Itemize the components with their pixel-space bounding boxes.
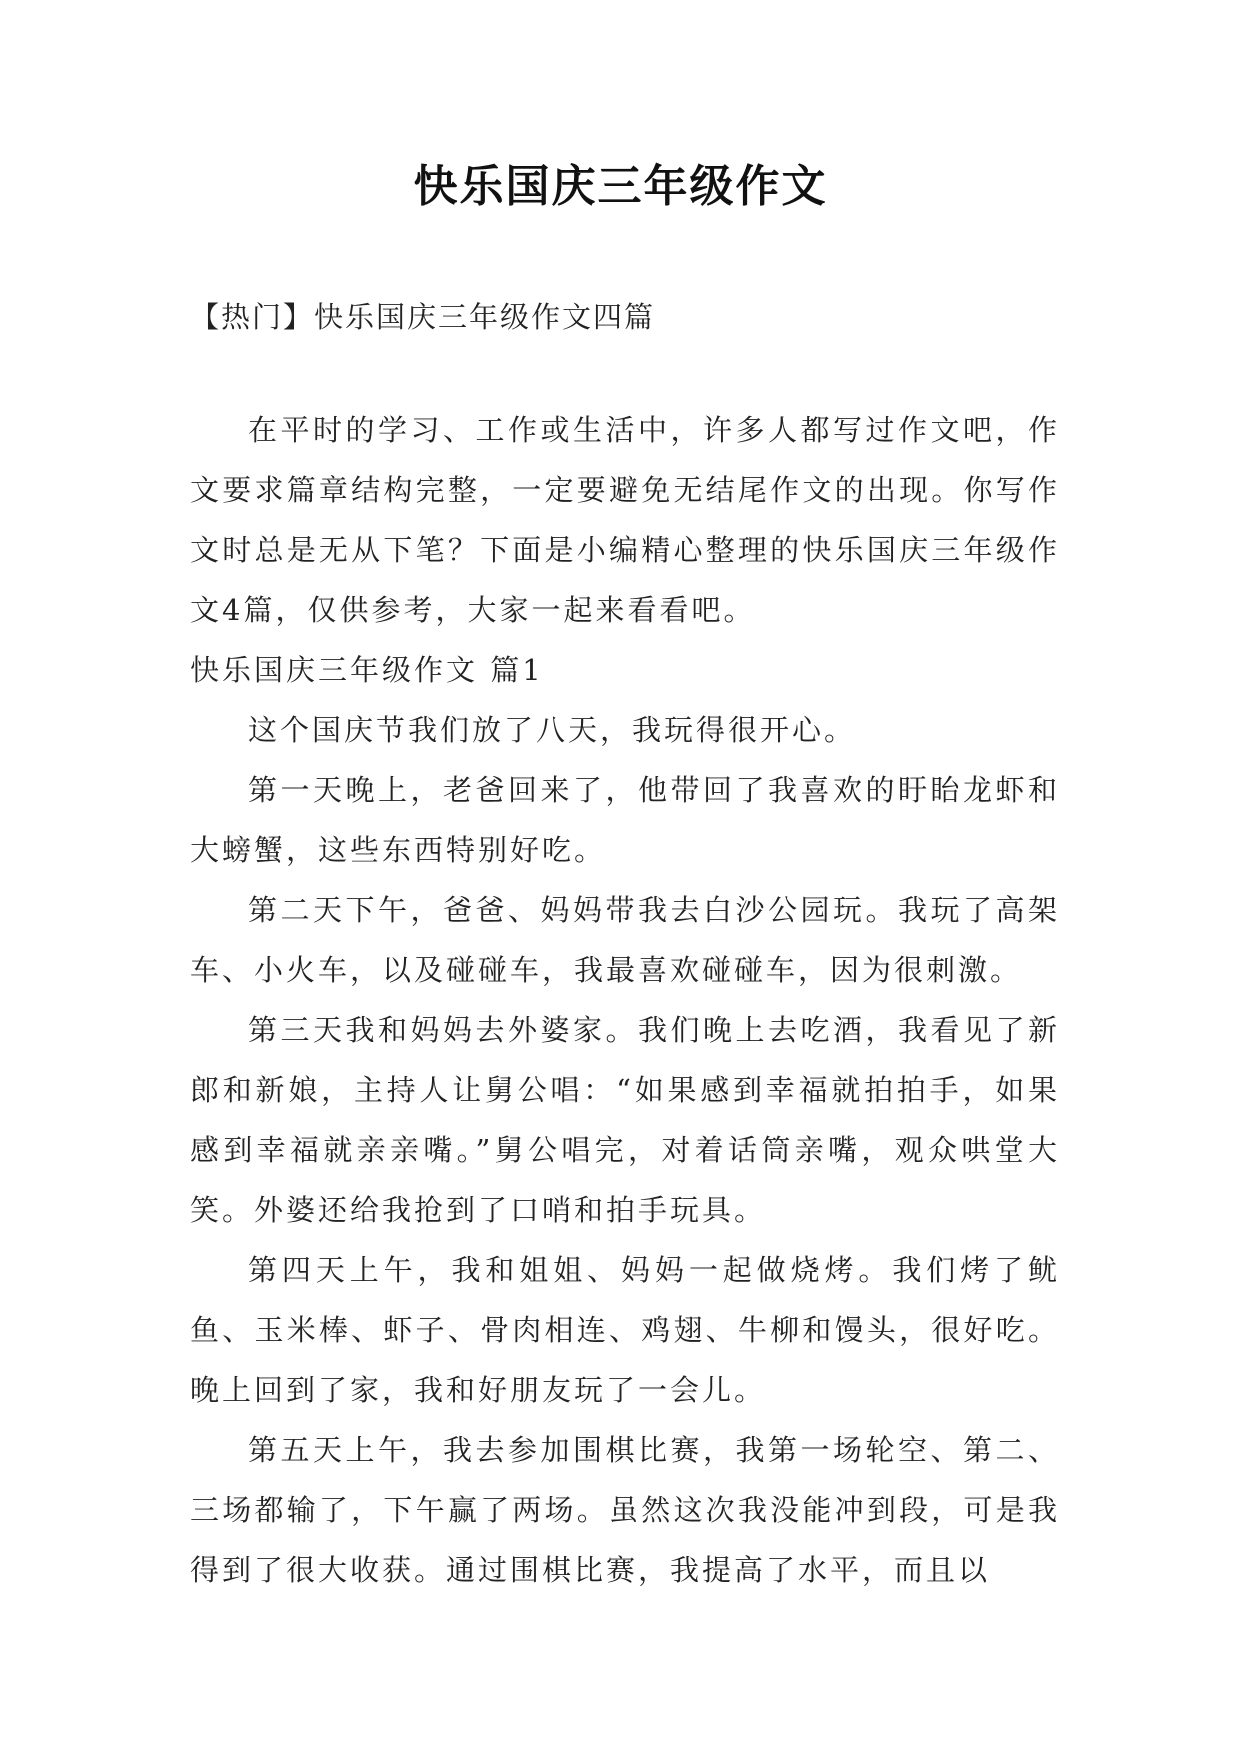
paragraph-1: 这个国庆节我们放了八天，我玩得很开心。 bbox=[248, 713, 857, 747]
document-title: 快乐国庆三年级作文 bbox=[413, 161, 828, 212]
document-body bbox=[190, 400, 1060, 1600]
document-subtitle: 【热门】快乐国庆三年级作文四篇 bbox=[190, 300, 656, 334]
intro-paragraph: 在平时的学习、工作或生活中，许多人都写过作文吧，作文要求篇章结构完整，一定要避免无结尾作文的出现。你写作文时总是无从下笔？下面是小编精心整理的快乐国庆三年级作文4篇，仅供参考，大家一起来看看吧。 bbox=[190, 413, 1060, 627]
paragraph-3: 第二天下午，爸爸、妈妈带我去白沙公园玩。我玩了高架车、小火车，以及碰碰车，我最喜欢碰碰车，因为很刺激。 bbox=[190, 893, 1060, 987]
section-heading: 快乐国庆三年级作文 篇1 bbox=[190, 653, 544, 687]
paragraph-6: 第五天上午，我去参加围棋比赛，我第一场轮空、第二、三场都输了，下午赢了两场。虽然这次我没能冲到段，可是我得到了很大收获。通过围棋比赛，我提高了水平，而且以 bbox=[190, 1433, 1060, 1587]
paragraph-2: 第一天晚上，老爸回来了，他带回了我喜欢的盱眙龙虾和大螃蟹，这些东西特别好吃。 bbox=[190, 773, 1060, 867]
paragraph-5: 第四天上午，我和姐姐、妈妈一起做烧烤。我们烤了鱿鱼、玉米棒、虾子、骨肉相连、鸡翅、牛柳和馒头，很好吃。晚上回到了家，我和好朋友玩了一会儿。 bbox=[190, 1253, 1060, 1407]
paragraph-4: 第三天我和妈妈去外婆家。我们晚上去吃酒，我看见了新郎和新娘，主持人让舅公唱：“如果感到幸福就拍拍手，如果感到幸福就亲亲嘴。”舅公唱完，对着话筒亲嘴，观众哄堂大笑。外婆还给我抢到了口哨和拍手玩具。 bbox=[190, 1013, 1060, 1227]
